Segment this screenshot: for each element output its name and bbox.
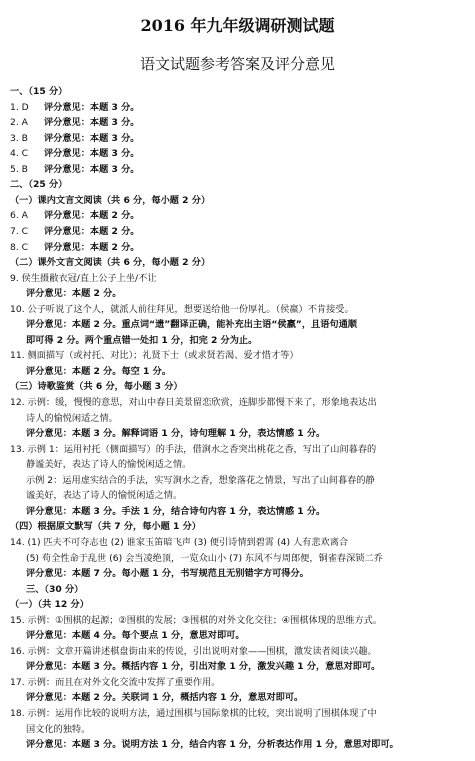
line-text: 评分意见：本题 7 分。每小题 1 分，书写规范且无别错字方可得分。 xyxy=(26,568,309,580)
answer-line xyxy=(10,319,475,331)
line-text: 评分意见：本题 3 分。解释词语 1 分，诗句理解 1 分，表达情感 1 分。 xyxy=(26,428,326,440)
line-text: 静谧美好，表达了诗人的愉悦闲适之情。 xyxy=(26,459,192,471)
line-text: 诗人的愉悦闲适之情。 xyxy=(26,412,118,424)
answer-line xyxy=(10,381,465,393)
answer-line xyxy=(10,273,465,285)
answer-line xyxy=(10,133,465,145)
answer-line xyxy=(10,102,465,114)
answer-line xyxy=(10,724,475,736)
line-text: 12. 示例：缓，慢慢的意思，对山中春日美景留恋欣赏，连脚步都慢下来了，形象地表达出 xyxy=(10,397,377,408)
answer-line xyxy=(10,584,475,596)
page-title: 2016 年九年级调研测试题 xyxy=(140,16,335,35)
question-number: 8. C xyxy=(10,241,29,253)
line-text: 16. 示例：文章开篇讲述棋盘街由来的传说，引出说明对象——围棋，激发读者阅读兴趣。 xyxy=(10,645,377,657)
line-text: 18. 示例：运用作比较的说明方法，通过围棋与国际象棋的比较，突出说明了围棋体现了中 xyxy=(10,708,377,719)
line-text: （二）课外文言文阅读（共 6 分，每小题 2 分） xyxy=(10,257,211,269)
line-text: 国文化的独特。 xyxy=(26,723,91,735)
answer-line xyxy=(10,708,465,720)
answer-line xyxy=(10,366,475,378)
line-text: 9. 侯生摄敝衣冠/直上公子上坐/不让 xyxy=(10,272,157,284)
answer-line xyxy=(10,490,475,502)
line-text: （一）课内文言文阅读（共 6 分，每小题 2 分） xyxy=(10,194,211,206)
question-number: 1. D xyxy=(10,101,29,113)
answer-line xyxy=(10,677,465,689)
answer-line xyxy=(10,568,475,580)
answer-line xyxy=(10,210,465,222)
answer-line xyxy=(10,646,465,658)
line-text: 二、（25 分） xyxy=(10,179,68,191)
line-text: 15. 示例：①围棋的起源；②围棋的发展；③围棋的对外文化交往；④围棋体现的思维方式。 xyxy=(10,614,383,626)
question-number: 2. A xyxy=(10,117,28,129)
line-text: 评分意见：本题 2 分。 xyxy=(26,288,122,300)
answer-line xyxy=(10,444,465,456)
answer-line xyxy=(10,195,465,207)
question-number: 5. B xyxy=(10,163,28,175)
line-text: 评分意见：本题 3 分。概括内容 1 分，引出对象 1 分，激发兴趣 1 分，意思对即可。 xyxy=(26,661,381,673)
answer-line xyxy=(10,257,465,269)
answer-line xyxy=(10,397,465,409)
line-text: 11. 侧面描写（或衬托、对比）；礼贤下士（或求贤若渴、爱才惜才等） xyxy=(10,350,299,362)
line-text: 10. 公子听说了这个人，就派人前往拜见，想要送给他一份厚礼。（侯嬴）不肯接受。 xyxy=(10,303,354,315)
line-text: 评分意见：本题 2 分。重点词“遗”翻译正确，能补充出主语“侯嬴”，且语句通顺 xyxy=(26,319,357,331)
line-text: 评分意见：本题 3 分。手法 1 分，结合诗句内容 1 分，表达情感 1 分。 xyxy=(26,505,326,517)
answer-line xyxy=(10,179,465,191)
answer-line xyxy=(10,86,465,98)
answer-line xyxy=(10,148,465,160)
answer-line xyxy=(10,615,465,627)
line-text: 评分意见：本题 2 分。关联词 1 分，概括内容 1 分，意思对即可。 xyxy=(26,692,304,704)
page-subtitle: 语文试题参考答案及评分意见 xyxy=(139,55,335,73)
answer-line xyxy=(10,506,475,518)
answer-line xyxy=(10,413,475,425)
line-text: 17. 示例：而且在对外文化交流中发挥了重要作用。 xyxy=(10,676,221,688)
question-number: 6. A xyxy=(10,210,28,222)
answer-line xyxy=(10,350,465,362)
question-number: 4. C xyxy=(10,148,29,160)
answer-line xyxy=(10,288,475,300)
answer-line xyxy=(10,335,475,347)
line-text: 评分意见：本题 4 分。每个要点 1 分，意思对即可。 xyxy=(26,630,245,642)
answer-line xyxy=(10,630,475,642)
line-text: 即可得 2 分。两个重点错一处扣 1 分，扣完 2 分为止。 xyxy=(26,334,258,346)
line-text: （四）根据原文默写（共 7 分，每小题 1 分） xyxy=(10,521,201,533)
line-text: 三、（30 分） xyxy=(26,583,84,595)
line-text: (5) 苟全性命于乱世 (6) 会当凌绝顶，一览众山小 (7) 东风不与周郎便，铜雀春深锁二乔 xyxy=(26,552,383,564)
line-text: 评分意见：本题 3 分。 xyxy=(44,132,140,144)
line-text: （三）诗歌鉴赏（共 6 分，每小题 3 分） xyxy=(10,381,183,393)
line-text: 评分意见：本题 3 分。 xyxy=(44,101,140,113)
line-text: 谧美好，表达了诗人的愉悦闲适之情。 xyxy=(26,490,183,502)
answer-line xyxy=(10,537,465,549)
answer-line xyxy=(10,242,465,254)
answer-line xyxy=(10,553,475,565)
line-text: 评分意见：本题 2 分。 xyxy=(44,225,140,237)
answer-line xyxy=(10,661,475,673)
answer-line xyxy=(10,459,475,471)
line-text: 评分意见：本题 3 分。 xyxy=(44,148,140,160)
line-text: 评分意见：本题 2 分。 xyxy=(44,241,140,253)
line-text: 14. (1) 匹夫不可夺志也 (2) 谁家玉笛暗飞声 (3) 便引诗情到碧霄 (4) 人有悲欢离合 xyxy=(10,536,349,548)
answer-line xyxy=(10,164,465,176)
question-number: 3. B xyxy=(10,132,28,144)
answer-line xyxy=(10,117,465,129)
line-text: 13. 示例 1：运用衬托（侧面描写）的手法，借涧水之香突出桃花之香，写出了山间暮春的 xyxy=(10,443,377,455)
line-text: 评分意见：本题 2 分。每空 1 分。 xyxy=(26,365,172,377)
line-text: 评分意见：本题 3 分。 xyxy=(44,163,140,175)
line-text: 示例 2：运用虚实结合的手法，实写涧水之香，想象落花之情景，写出了山间暮春的静 xyxy=(26,474,375,486)
answer-line xyxy=(10,692,475,704)
answer-line xyxy=(10,475,475,487)
line-text: 评分意见：本题 3 分。 xyxy=(44,117,140,129)
question-number: 7. C xyxy=(10,225,29,237)
line-text: 评分意见：本题 2 分。 xyxy=(44,210,140,222)
answer-line xyxy=(10,599,465,611)
answer-line xyxy=(10,521,465,533)
answer-line xyxy=(10,304,465,316)
answer-line xyxy=(10,226,465,238)
line-text: （一）（共 12 分） xyxy=(10,599,89,611)
line-text: 评分意见：本题 3 分。说明方法 1 分，结合内容 1 分，分析表达作用 1 分，意思对即可。 xyxy=(26,739,399,751)
answer-line xyxy=(10,739,475,751)
line-text: 一、（15 分） xyxy=(10,86,68,97)
answer-line xyxy=(10,428,475,440)
